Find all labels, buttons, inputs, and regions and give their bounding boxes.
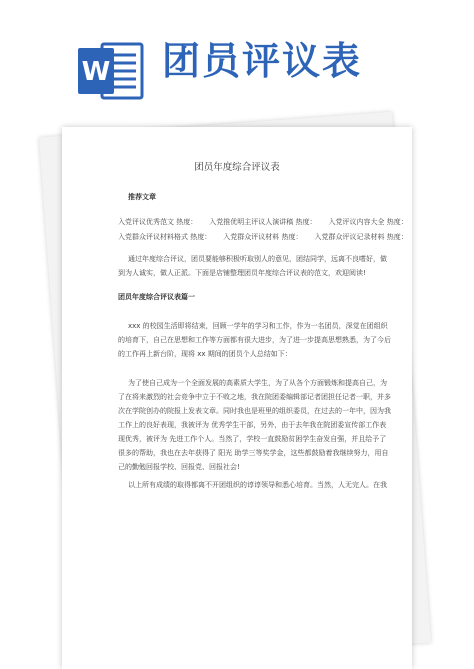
svg-text:W: W	[81, 57, 111, 87]
paragraph-line: 工作上的良好表现，我被评为 优秀学生干部，另外，由于去年我在院团委宣传部工作表	[118, 421, 387, 429]
paragraph-line: 次在学院创办的院报上发表文章。同时我也是班里的组织委员，在过去的一年中，因为我	[118, 407, 391, 415]
document-title: 团员年度综合评议表	[194, 162, 280, 173]
paragraph-line: 的培育下，自己在思想和工作等方面都有很大进步，为了进一步提高思想熟悉，为了今后	[118, 336, 391, 344]
recommended-link[interactable]: 入党评议优秀范文 热度： 入党推优明主评议人演讲稿 热度： 入党评议内容大全 热度：	[118, 218, 408, 226]
intro-line: 通过年度综合评议，团员要能够积极听取别人的意见，团结同学，远离不良嗜好，做	[128, 255, 387, 263]
paragraph-line: 的工作再上新台阶，现将 xx 期间的团员个人总结如下：	[118, 350, 292, 358]
paragraph-line: 己的勤勉回报学校、回报党、回报社会!	[118, 463, 240, 471]
document-page	[62, 127, 412, 669]
intro-line: 到为人诚实，做人正派。下面是店铺整理团员年度综合评议表的范文，欢迎阅读!	[118, 269, 366, 277]
banner-title: 团员评议表	[162, 39, 363, 83]
paragraph-line: xxx 的校园生活即将结束，回顾一学年的学习和工作，作为一名团员，深觉在团组织	[128, 322, 388, 330]
word-document-icon	[76, 38, 148, 104]
recommended-heading: 推荐文章	[128, 193, 156, 201]
paragraph-line: 以上所有成绩的取得都离不开团组织的谆谆领导和悉心培育。当然，人无完人。在我	[128, 481, 387, 489]
paragraph-line: 现优秀，被评为 先进工作个人。当然了，学校一直鼓励贫困学生奋发自强，并且给予了	[118, 435, 387, 443]
recommended-link[interactable]: 入党群众评议材料格式 热度： 入党群众评议材料 热度： 入党群众评议记录材料 热度：	[118, 233, 408, 241]
paragraph-line: 了在将来激烈的社会竞争中立于不败之地，我在院团委编辑部记者团担任记者一职，并多	[118, 393, 391, 401]
paragraph-line: 为了使自己成为一个全面发展的高素质大学生，为了从各个方面锻炼和提高自己，为	[128, 379, 387, 387]
header-banner	[0, 0, 474, 130]
paragraph-line: 很多的帮助，我也在去年获得了 阳光 助学三等奖学金，这些都鼓励着我继续努力，用自	[118, 449, 389, 457]
section-heading: 团员年度综合评议表篇一	[118, 293, 195, 301]
